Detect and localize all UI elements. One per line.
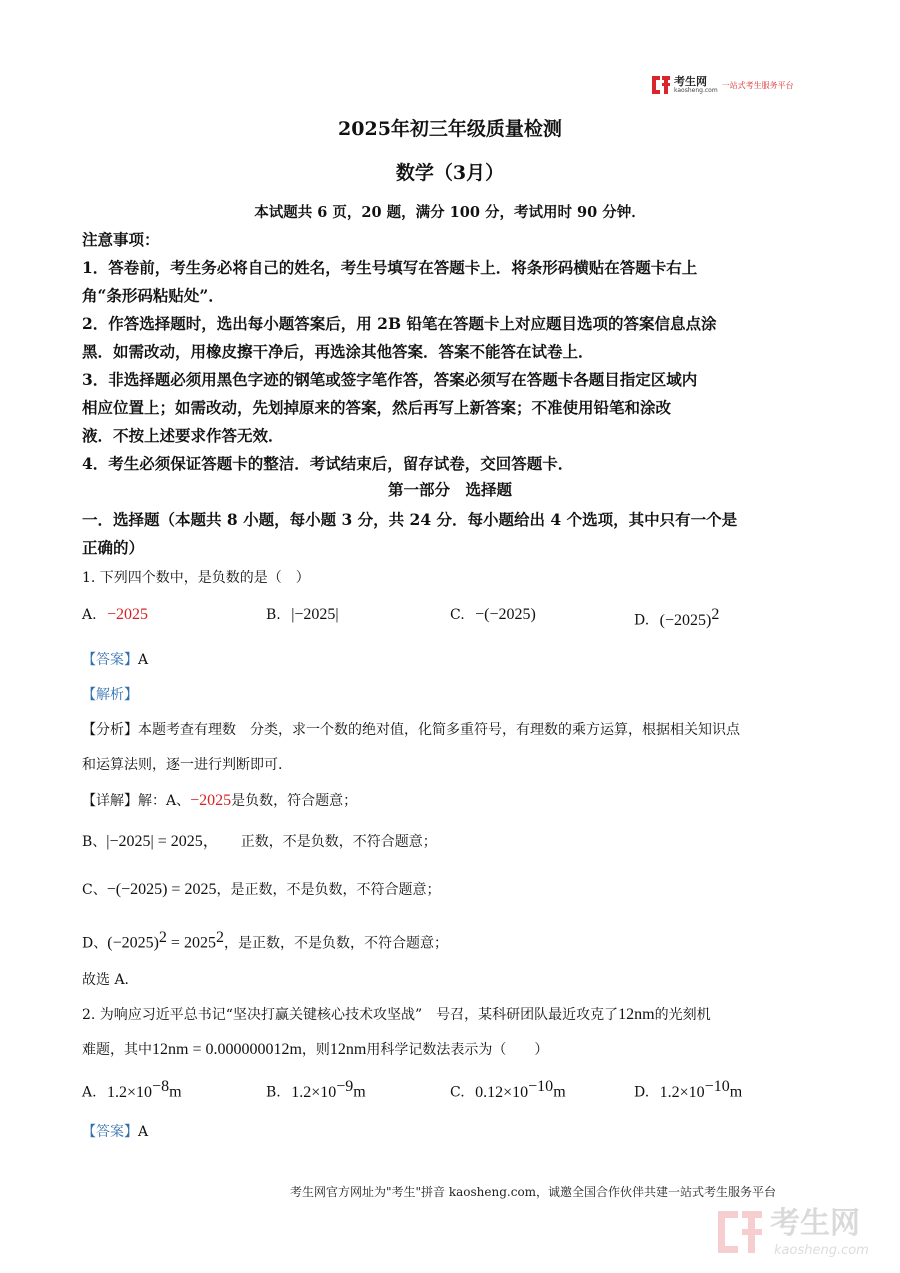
question-2-line-2: [82, 1036, 822, 1064]
q2-option-d-unit: m: [729, 1083, 743, 1101]
q1-fenxi-line-1: 【分析】本题考查有理数 分类，求一个数的绝对值，化简多重符号，有理数的乘方运算，根据相关知识点: [82, 722, 740, 738]
q1-answer-value: A: [138, 652, 149, 668]
q1-detail-c-label: C、: [82, 882, 107, 898]
page-title: 2025年初三年级质量检测: [338, 118, 562, 140]
q2-option-a: [82, 1078, 182, 1102]
question-2-line-1: [82, 1001, 822, 1029]
q1-detail-d: [82, 924, 822, 958]
q2-line-2-text-b: ，则: [301, 1042, 330, 1058]
q1-detail-a: [82, 787, 822, 815]
notice-item-3-line-3: 液．不按上述要求作答无效．: [82, 426, 284, 445]
q1-answer-tag: 【答案】: [82, 652, 138, 668]
logo-text: [674, 76, 718, 94]
q2-option-d-exp: −10: [704, 1078, 730, 1095]
exam-info: 本试题共 6 页，20 题，满分 100 分，考试用时 90 分钟．: [254, 204, 646, 221]
q1-detail-c-expr: −(−2025) = 2025: [106, 881, 217, 898]
q1-detail-d-expr-1: (−2025): [107, 934, 159, 952]
q2-option-c-exp: −10: [528, 1078, 554, 1095]
notice-item-1-line-2: 角“条形码粘贴处”．: [82, 286, 224, 305]
page-subtitle: 数学（3月）: [395, 162, 505, 184]
notice-item-4: 4．考生必须保证答题卡的整洁．考试结束后，留存试卷，交回答题卡．: [82, 454, 574, 473]
q1-detail-d-text: ，是正数，不是负数，不符合题意；: [223, 935, 448, 952]
q1-detail-b-text: 正数，不是负数，不符合题意；: [240, 834, 437, 850]
q1-option-a-label: A.: [82, 607, 97, 623]
site-logo[interactable]: [652, 74, 822, 96]
q2-option-c: [450, 1078, 566, 1102]
q1-option-d-sup: 2: [711, 606, 720, 623]
q1-option-b-label: B.: [266, 607, 281, 623]
q1-detail-b: [82, 828, 822, 856]
footer-text: 考生网官方网址为"考生"拼音 kaosheng.com，诚邀全国合作伙伴共建一站式考生服务平台: [290, 1185, 777, 1199]
q2-option-b-base: 1.2×10: [291, 1083, 337, 1101]
q2-answer-tag: 【答案】: [82, 1124, 138, 1140]
q2-answer-value: A: [138, 1124, 149, 1140]
q1-option-d-label: D.: [634, 612, 650, 629]
q2-option-d-base: 1.2×10: [659, 1083, 705, 1101]
part-1-heading: 第一部分 选择题: [387, 480, 512, 499]
q2-option-d: [634, 1078, 742, 1102]
q1-option-d: [634, 606, 719, 630]
q2-line-2-text-c: 用科学记数法表示为（ ）: [366, 1042, 549, 1058]
notice-item-3-line-1: 3．非选择题必须用黑色字迹的钢笔或签字笔作答，答案必须写在答题卡各题目指定区域内: [82, 370, 698, 389]
q1-detail-d-sup-1: 2: [158, 929, 167, 946]
watermark-domain: kaosheng.com: [774, 1243, 869, 1258]
q2-option-a-unit: m: [169, 1083, 182, 1101]
notice-item-2-line-2: 黑．如需改动，用橡皮擦干净后，再选涂其他答案．答案不能答在试卷上．: [82, 342, 594, 361]
q2-option-c-label: C.: [450, 1084, 465, 1101]
section-1-heading-line-1: 一．选择题（本题共 8 小题，每小题 3 分，共 24 分．每小题给出 4 个选项，其中只有一个是: [82, 510, 738, 529]
q2-line-2-math-1: 12nm = 0.000000012m: [152, 1041, 302, 1058]
q1-detail-c: [82, 876, 822, 904]
q2-option-a-label: A.: [82, 1084, 97, 1101]
q1-option-a-expr: −2025: [107, 606, 149, 623]
q1-detail-a-prefix: 【详解】解：A、: [82, 793, 191, 809]
q1-answer: [82, 646, 822, 674]
q1-detail-a-suffix: 是负数，符合题意；: [231, 793, 358, 809]
q2-option-c-base: 0.12×10: [475, 1083, 529, 1101]
q2-option-c-unit: m: [553, 1083, 566, 1101]
q1-detail-b-expr: |−2025| = 2025，: [106, 833, 219, 850]
q2-option-b-exp: −9: [336, 1078, 354, 1095]
logo-name: 考生网: [674, 75, 707, 88]
q2-line-1-math: 12nm: [618, 1006, 655, 1023]
logo-mark-icon: [652, 76, 670, 94]
q1-conclusion: 故选 A．: [82, 972, 139, 988]
q2-option-a-exp: −8: [152, 1078, 170, 1095]
section-1-heading-line-2: 正确的）: [82, 538, 145, 557]
q2-answer: [82, 1118, 822, 1146]
q1-option-a: [82, 606, 148, 624]
q2-option-b: [266, 1078, 366, 1102]
question-1-stem: 1. 下列四个数中，是负数的是（ ）: [82, 570, 310, 586]
q2-option-d-label: D.: [634, 1084, 650, 1101]
q1-option-d-expr: (−2025): [659, 611, 712, 629]
q1-detail-a-expr: −2025: [190, 792, 232, 809]
logo-domain: kaosheng.com: [674, 87, 718, 94]
q1-option-c-label: C.: [450, 607, 465, 623]
notice-item-2-line-1: 2．作答选择题时，选出每小题答案后，用 2B 铅笔在答题卡上对应题目选项的答案信息点涂: [82, 314, 717, 333]
watermark: [716, 1205, 886, 1260]
q2-option-a-base: 1.2×10: [107, 1083, 153, 1101]
q1-option-b: [266, 606, 339, 624]
q1-detail-c-text: ，是正数，不是负数，不符合题意；: [216, 882, 441, 898]
q2-option-b-label: B.: [266, 1084, 281, 1101]
q1-detail-d-expr-2: = 2025: [166, 934, 216, 952]
q1-option-c: [450, 606, 536, 624]
q2-line-2-math-2: 12nm: [329, 1041, 367, 1058]
q1-option-c-expr: −(−2025): [475, 606, 536, 623]
q2-option-b-unit: m: [353, 1083, 366, 1101]
q1-detail-d-label: D、: [82, 935, 108, 952]
notice-heading: 注意事项：: [82, 230, 160, 249]
q1-detail-d-sup-2: 2: [215, 929, 224, 946]
q1-detail-b-label: B、: [82, 834, 107, 850]
q2-line-2-text-a: 难题，其中: [82, 1042, 152, 1058]
notice-item-1-line-1: 1．答卷前，考生务必将自己的姓名，考生号填写在答题卡上．将条形码横贴在答题卡右上: [82, 258, 698, 277]
q1-option-b-expr: |−2025|: [291, 606, 339, 623]
watermark-name: 考生网: [770, 1206, 860, 1241]
q2-line-1-text-a: 2. 为响应习近平总书记“坚决打赢关键核心技术攻坚战” 号召，某科研团队最近攻克了: [82, 1007, 619, 1023]
notice-item-3-line-2: 相应位置上；如需改动，先划掉原来的答案，然后再写上新答案；不准使用铅笔和涂改: [82, 398, 672, 417]
q2-line-1-text-b: 的光刻机: [654, 1007, 711, 1023]
logo-slogan: 一站式考生服务平台: [721, 80, 794, 90]
q1-fenxi-line-2: 和运算法则，逐一进行判断即可.: [82, 757, 283, 773]
q1-analysis-tag: 【解析】: [82, 687, 138, 703]
